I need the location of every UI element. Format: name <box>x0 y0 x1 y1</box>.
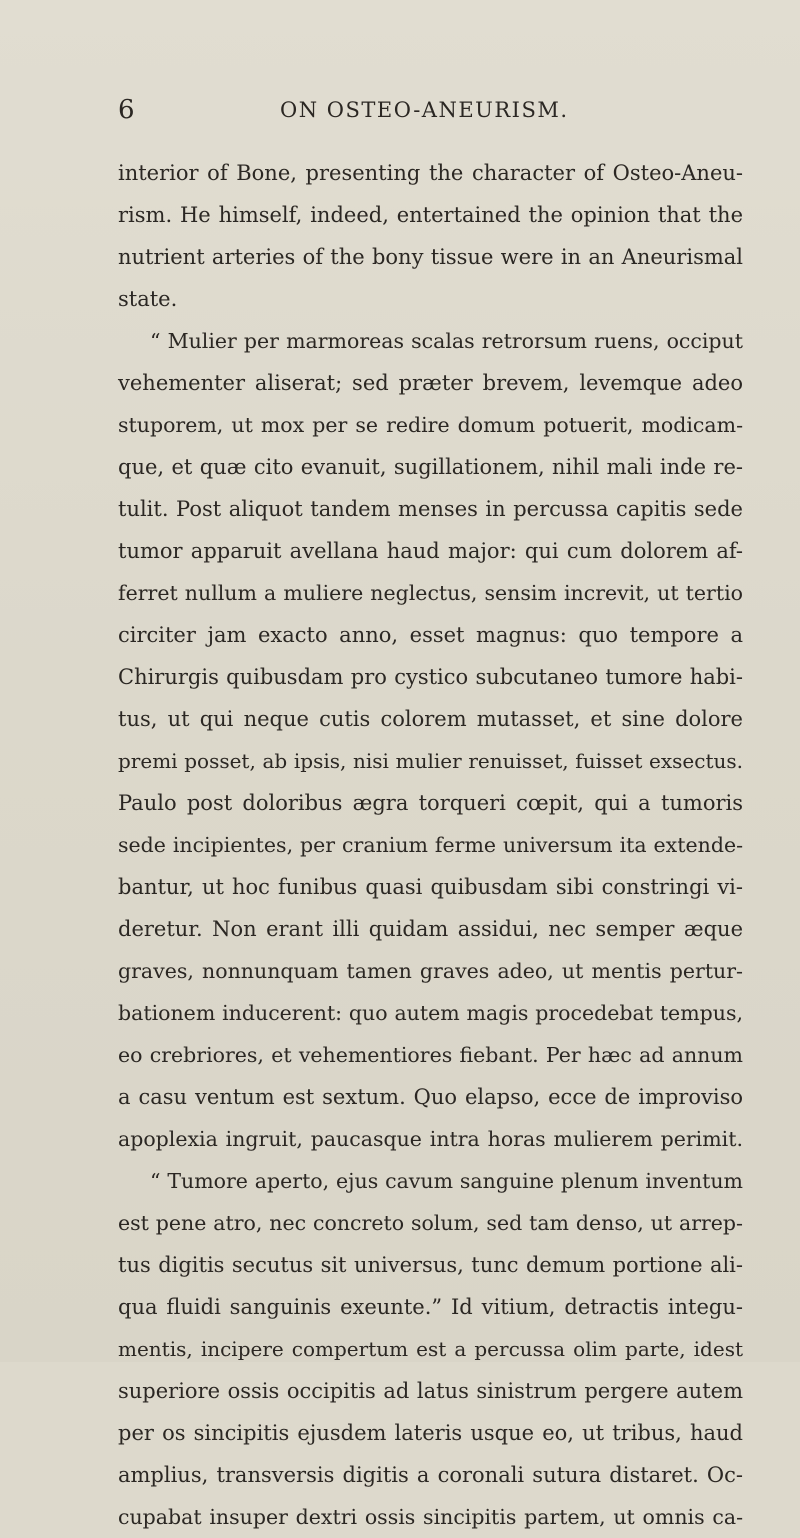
running-head: ON OSTEO-ANEURISM. <box>280 98 569 122</box>
text-line: amplius, transversis digitis a coronali sutura distaret. Oc- <box>118 1463 743 1487</box>
text-line: tus, ut qui neque cutis colorem mutasset, et sine dolore <box>118 707 743 731</box>
text-line: premi posset, ab ipsis, nisi mulier renuisset, fuisset exsectus. <box>118 749 743 773</box>
text-line: rism. He himself, indeed, entertained the opinion that the <box>118 203 743 227</box>
text-line: Chirurgis quibusdam pro cystico subcutaneo tumore habi- <box>118 665 743 689</box>
text-line: “ Tumore aperto, ejus cavum sanguine plenum inventum <box>150 1169 743 1193</box>
text-line: “ Mulier per marmoreas scalas retrorsum ruens, occiput <box>150 329 743 353</box>
text-line: mentis, incipere compertum est a percussa olim parte, idest <box>118 1337 743 1361</box>
text-line: state. <box>118 287 178 311</box>
text-line: deretur. Non erant illi quidam assidui, nec semper æque <box>118 917 743 941</box>
text-line: apoplexia ingruit, paucasque intra horas mulierem perimit. <box>118 1127 743 1151</box>
body-text <box>118 152 743 1538</box>
text-line: per os sincipitis ejusdem lateris usque eo, ut tribus, haud <box>118 1421 743 1445</box>
text-line: bationem inducerent: quo autem magis procedebat tempus, <box>118 1001 743 1025</box>
text-line: nutrient arteries of the bony tissue were in an Aneurismal <box>118 245 743 269</box>
text-line: eo crebriores, et vehementiores fiebant. Per hæc ad annum <box>118 1043 743 1067</box>
text-line: tumor apparuit avellana haud major: qui cum dolorem af- <box>118 539 743 563</box>
page-number: 6 <box>118 95 136 125</box>
text-line: interior of Bone, presenting the character of Osteo-Aneu- <box>118 161 743 185</box>
text-line: tulit. Post aliquot tandem menses in percussa capitis sede <box>118 497 743 521</box>
text-line: que, et quæ cito evanuit, sugillationem, nihil mali inde re- <box>118 455 743 479</box>
text-line: superiore ossis occipitis ad latus sinistrum pergere autem <box>118 1379 743 1403</box>
text-line: cupabat insuper dextri ossis sincipitis partem, ut omnis ca- <box>118 1505 743 1529</box>
text-line: a casu ventum est sextum. Quo elapso, ecce de improviso <box>118 1085 743 1109</box>
text-line: ferret nullum a muliere neglectus, sensim increvit, ut tertio <box>118 581 743 605</box>
text-line: stuporem, ut mox per se redire domum potuerit, modicam- <box>118 413 743 437</box>
text-line: graves, nonnunquam tamen graves adeo, ut mentis pertur- <box>118 959 743 983</box>
text-line: qua fluidi sanguinis exeunte.” Id vitium, detractis integu- <box>118 1295 743 1319</box>
text-line: tus digitis secutus sit universus, tunc demum portione ali- <box>118 1253 743 1277</box>
text-line: Paulo post doloribus ægra torqueri cœpit, qui a tumoris <box>118 791 743 815</box>
text-line: bantur, ut hoc funibus quasi quibusdam sibi constringi vi- <box>118 875 743 899</box>
page-header <box>118 92 738 128</box>
text-line: est pene atro, nec concreto solum, sed tam denso, ut arrep- <box>118 1211 743 1235</box>
text-line: circiter jam exacto anno, esset magnus: quo tempore a <box>118 623 743 647</box>
text-line: sede incipientes, per cranium ferme universum ita extende- <box>118 833 743 857</box>
text-line: vehementer aliserat; sed præter brevem, levemque adeo <box>118 371 743 395</box>
